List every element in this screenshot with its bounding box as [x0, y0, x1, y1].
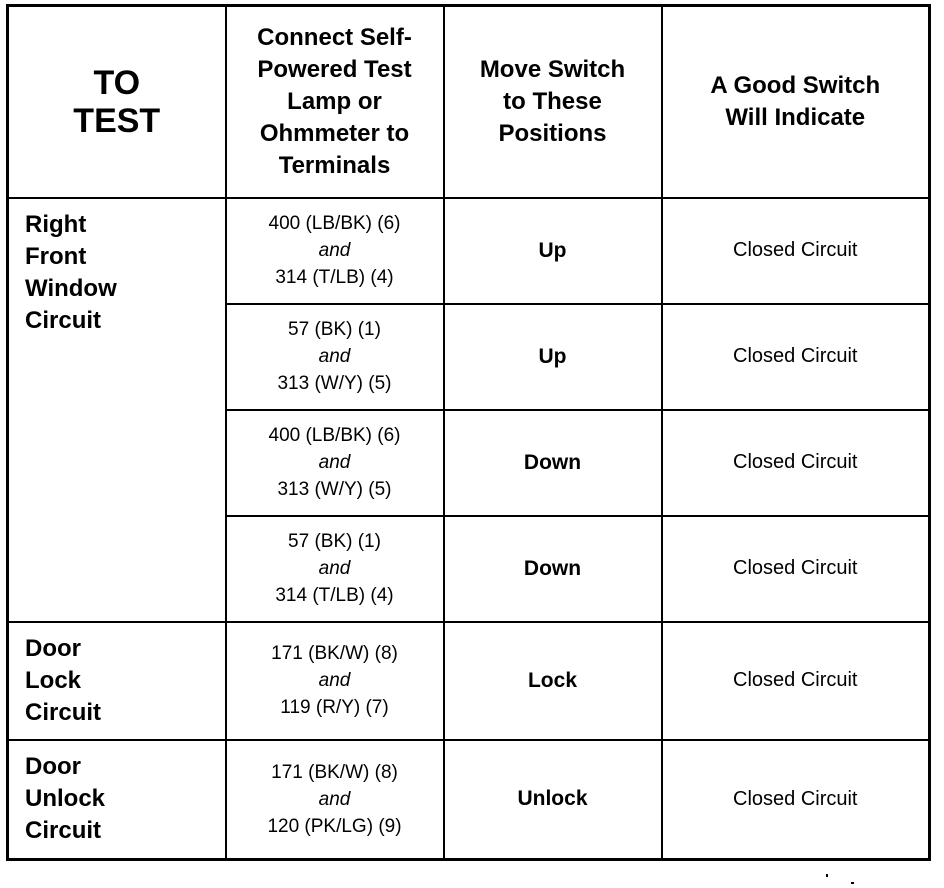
position-cell: Up	[444, 198, 662, 304]
header-connect-terminals: Connect Self- Powered Test Lamp or Ohmmeter to Terminals	[226, 6, 444, 198]
terminals-cell: 400 (LB/BK) (6) and 313 (W/Y) (5)	[226, 410, 444, 516]
terminals-cell: 171 (BK/W) (8) and 119 (R/Y) (7)	[226, 622, 444, 740]
header-to-test: TO TEST	[8, 6, 226, 198]
switch-test-table	[6, 4, 931, 861]
indication-cell: Closed Circuit	[662, 198, 930, 304]
indication-cell: Closed Circuit	[662, 740, 930, 860]
terminals-cell: 57 (BK) (1) and 313 (W/Y) (5)	[226, 304, 444, 410]
header-good-switch: A Good Switch Will Indicate	[662, 6, 930, 198]
position-cell: Unlock	[444, 740, 662, 860]
header-move-switch: Move Switch to These Positions	[444, 6, 662, 198]
indication-cell: Closed Circuit	[662, 622, 930, 740]
terminals-cell: 400 (LB/BK) (6) and 314 (T/LB) (4)	[226, 198, 444, 304]
terminals-cell: 57 (BK) (1) and 314 (T/LB) (4)	[226, 516, 444, 622]
position-cell: Lock	[444, 622, 662, 740]
group-door-unlock: Door Unlock Circuit	[8, 740, 226, 860]
position-cell: Down	[444, 410, 662, 516]
terminals-cell: 171 (BK/W) (8) and 120 (PK/LG) (9)	[226, 740, 444, 860]
table-row	[8, 622, 930, 740]
indication-cell: Closed Circuit	[662, 410, 930, 516]
group-right-front-window: Right Front Window Circuit	[8, 198, 226, 622]
table-row	[8, 198, 930, 304]
position-cell: Up	[444, 304, 662, 410]
indication-cell: Closed Circuit	[662, 516, 930, 622]
group-door-lock: Door Lock Circuit	[8, 622, 226, 740]
indication-cell: Closed Circuit	[662, 304, 930, 410]
header-row	[8, 6, 930, 198]
table-row	[8, 740, 930, 860]
scan-speck	[851, 882, 854, 884]
position-cell: Down	[444, 516, 662, 622]
scan-speck	[826, 874, 828, 877]
